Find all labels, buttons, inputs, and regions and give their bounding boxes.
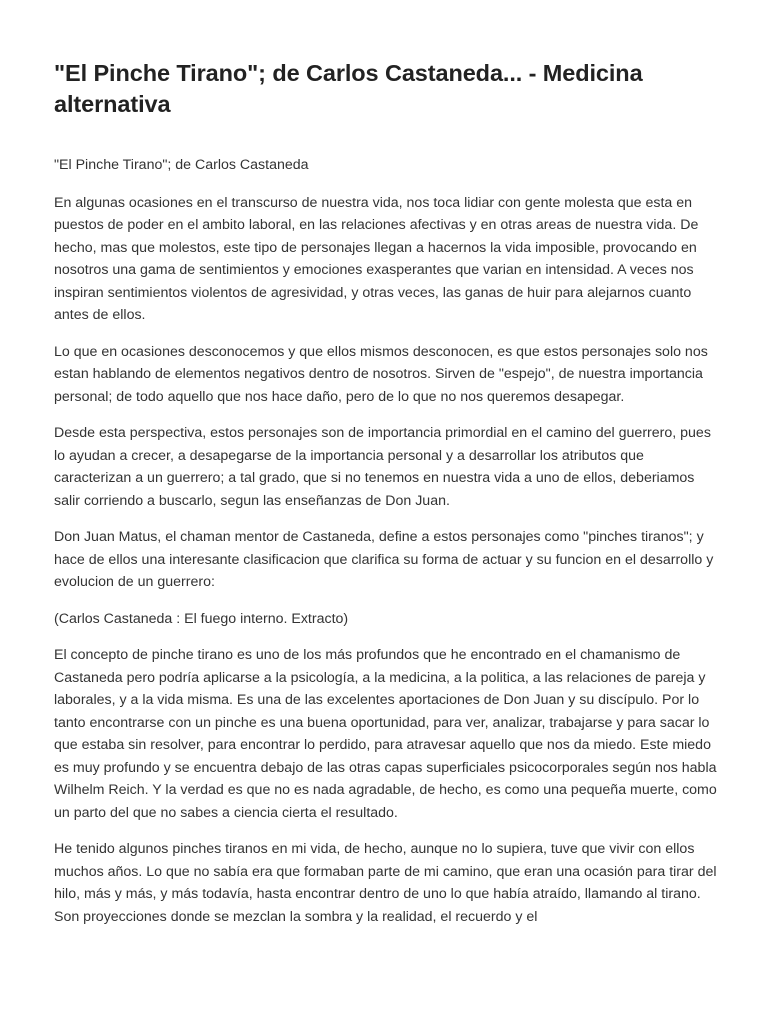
paragraph: He tenido algunos pinches tiranos en mi vida, de hecho, aunque no lo supiera, tuve que vivir con ellos muchos años. Lo que no sabía era que formaban parte de mi camino, que eran una ocasión para tirar del hilo, más y más, y más todavía, hasta encontrar dentro de uno lo que había atraído, llamando al tirano. Son proyecciones donde se mezclan la sombra y la realidad, el recuerdo y el: [54, 841, 717, 925]
paragraph: Lo que en ocasiones desconocemos y que ellos mismos desconocen, es que estos personajes solo nos estan hablando de elementos negativos dentro de nosotros. Sirven de "espejo", de nuestra importancia personal; de todo aquello que nos hace daño, pero de lo que no nos queremos desapegar.: [54, 343, 708, 405]
paragraph: Don Juan Matus, el chaman mentor de Castaneda, define a estos personajes como "pinches tiranos"; y hace de ellos una interesante clasificacion que clarifica su forma de actuar y su funcion en el desarrollo y evolucion de un guerrero:: [54, 529, 714, 590]
paragraph: El concepto de pinche tirano es uno de los más profundos que he encontrado en el chamanismo de Castaneda pero podría aplicarse a la psicología, a la medicina, a la politica, a las relaciones de pareja y laborales, y a la vida misma. Es una de las excelentes aportaciones de Don Juan y su discípulo. Por lo tanto encontrarse con un pinche es una buena oportunidad, para ver, analizar, trabajarse y para sacar lo que estaba sin resolver, para encontrar lo perdido, para atravesar aquello que nos da miedo. Este miedo es muy profundo y se encuentra debajo de las otras capas superficiales psicocorporales según nos habla Wilhelm Reich. Y la verdad es que no es nada agradable, de hecho, es como una pequeña muerte, como un parto del que no sabes a ciencia cierta el resultado.: [54, 647, 717, 821]
paragraph: Desde esta perspectiva, estos personajes son de importancia primordial en el camino del guerrero, pues lo ayudan a crecer, a desapegarse de la importancia personal y a desarrollar los atributos que caracterizan a un guerrero; a tal grado, que si no tenemos en nuestra vida a uno de ellos, deberiamos salir corriendo a buscarlo, segun las enseñanzas de Don Juan.: [54, 425, 711, 509]
paragraph: En algunas ocasiones en el transcurso de nuestra vida, nos toca lidiar con gente molesta que esta en puestos de poder en el ambito laboral, en las relaciones afectivas y en otras areas de nuestra vida. De hecho, mas que molestos, este tipo de personajes llegan a hacernos la vida imposible, provocando en nosotros una gama de sentimientos y emociones exasperantes que varian en intensidad. A veces nos inspiran sentimientos violentos de agresividad, y otras veces, las ganas de huir para alejarnos cuanto antes de ellos.: [54, 194, 699, 323]
document-subtitle: "El Pinche Tirano"; de Carlos Castaneda: [54, 157, 309, 173]
page-title: "El Pinche Tirano"; de Carlos Castaneda... - Medicina alternativa: [54, 60, 643, 117]
document-page: [54, 58, 718, 928]
citation: (Carlos Castaneda : El fuego interno. Extracto): [54, 610, 349, 627]
